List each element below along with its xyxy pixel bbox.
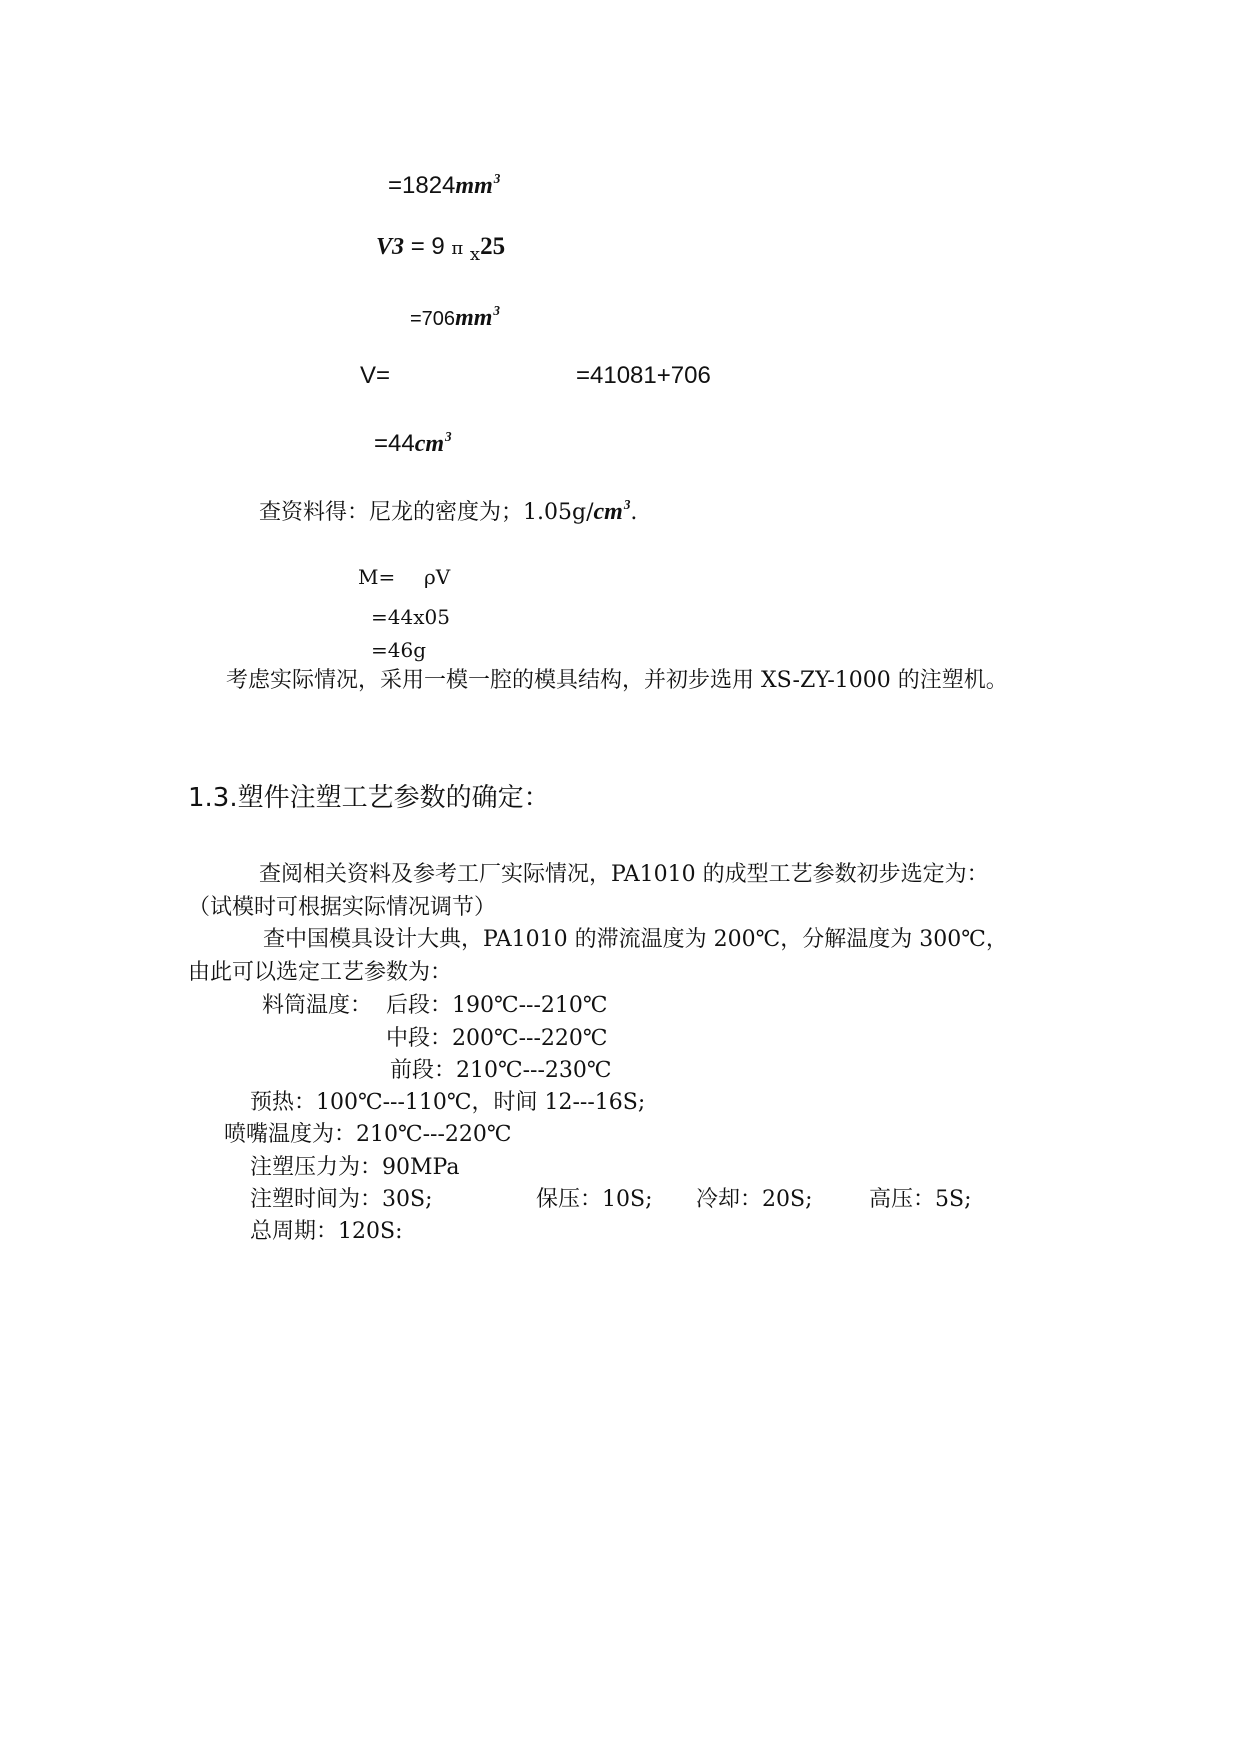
density-end: . <box>630 499 638 525</box>
cool-time-param: 冷却：20S; <box>696 1187 813 1212</box>
paragraph-2-line-2: 由此可以选定工艺参数为： <box>188 960 453 985</box>
density-text: 查资料得：尼龙的密度为；1.05g/ <box>259 499 594 525</box>
paragraph-1-line-2: （试模时可根据实际情况调节） <box>188 895 497 920</box>
v-unit: $cm^3$ <box>414 429 452 457</box>
v3-value: 25 <box>480 233 506 260</box>
mass-line-3: =46g <box>371 638 427 662</box>
v3-formula-line <box>376 233 506 265</box>
mass-line-2: =44x05 <box>371 605 450 629</box>
v3-times: x <box>469 244 481 265</box>
preheat-param: 预热：100℃---110℃，时间 12---16S; <box>250 1090 646 1115</box>
density-line <box>259 498 637 524</box>
nozzle-temp-param: 喷嘴温度为：210℃---220℃ <box>224 1122 512 1147</box>
v3-label: V3 <box>376 234 405 260</box>
v3-pi: π <box>451 238 464 259</box>
injection-pressure-param: 注塑压力为：90MPa <box>250 1155 460 1180</box>
barrel-rear-temp: 后段：190℃---210℃ <box>386 993 608 1018</box>
v-total-sum: =41081+706 <box>576 362 711 389</box>
v-total-label: V= <box>360 362 391 389</box>
v2-unit: $mm^3$ <box>455 171 501 199</box>
high-pressure-time-param: 高压：5S; <box>869 1187 972 1212</box>
barrel-middle-temp: 中段：200℃---220℃ <box>386 1026 608 1051</box>
mass-label: M= <box>358 565 396 589</box>
density-unit: $cm^3$ <box>593 497 631 525</box>
v3-equals: = 9 <box>410 233 445 260</box>
injection-time-param: 注塑时间为：30S; <box>250 1187 433 1212</box>
v-result-value: =44 <box>374 429 415 457</box>
v3-result-value: =706 <box>410 307 456 330</box>
paragraph-2-line-1: 查中国模具设计大典，PA1010 的滞流温度为 200℃，分解温度为 300℃， <box>263 927 1008 952</box>
v-result-line <box>374 430 452 456</box>
v2-result-line <box>388 172 500 198</box>
mass-rho-v: ρV <box>424 565 451 589</box>
v3-result-line <box>410 304 500 330</box>
paragraph-1-line-1: 查阅相关资料及参考工厂实际情况，PA1010 的成型工艺参数初步选定为： <box>259 862 989 887</box>
section-heading: 1.3.塑件注塑工艺参数的确定： <box>188 783 550 813</box>
v2-result-value: =1824 <box>388 171 456 199</box>
barrel-temp-label: 料筒温度： <box>262 993 373 1018</box>
hold-time-param: 保压：10S; <box>536 1187 653 1212</box>
v3-unit: $mm^3$ <box>455 303 500 331</box>
conclusion-text: 考虑实际情况，采用一模一腔的模具结构，并初步选用 XS-ZY-1000 的注塑机。 <box>226 668 1008 693</box>
barrel-front-temp: 前段：210℃---230℃ <box>390 1058 612 1083</box>
total-cycle-param: 总周期：120S: <box>250 1219 403 1244</box>
